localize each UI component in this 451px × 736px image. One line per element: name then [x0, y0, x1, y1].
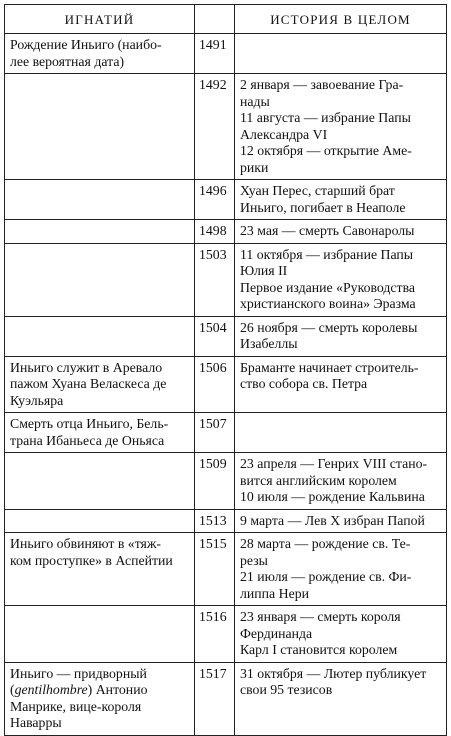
history-line: христианского воина» Эразма: [240, 296, 416, 311]
history-line: Иньиго, погибает в Неаполе: [240, 199, 406, 215]
history-line: 26 ноября — смерть королевы: [240, 319, 418, 335]
history-cell: [235, 34, 447, 74]
ignatius-cell: [5, 533, 195, 606]
table-row: [5, 356, 447, 413]
year-cell: 1507: [195, 413, 235, 453]
gentilhombre-term: gentilhombre: [14, 682, 88, 697]
history-line: 31 октября — Лютер публикует: [240, 665, 427, 681]
history-line: Александра VI: [240, 126, 328, 142]
header-row: [5, 5, 447, 34]
history-line: 11 августа — избрание Папы: [240, 110, 411, 125]
ignatius-line: Рождение Иньиго (наибо-: [10, 37, 162, 52]
ignatius-line: Куэльяра: [10, 392, 64, 408]
header-history: ИСТОРИЯ В ЦЕЛОМ: [235, 5, 447, 34]
history-cell: [235, 509, 447, 533]
ignatius-cell: [5, 243, 195, 316]
table-row: [5, 453, 447, 510]
ignatius-cell: [5, 74, 195, 180]
ignatius-cell: [5, 316, 195, 356]
history-line: 11 октября — избрание Папы: [240, 246, 414, 262]
history-cell: [235, 453, 447, 510]
year-cell: 1516: [195, 606, 235, 663]
history-line: резы: [240, 552, 268, 568]
table-row: [5, 662, 447, 735]
history-cell: [235, 316, 447, 356]
history-line: Первое издание «Руководства: [240, 279, 416, 295]
ignatius-cell: [5, 413, 195, 453]
ignatius-cell: [5, 453, 195, 510]
table-body: [5, 34, 447, 736]
table-row: [5, 606, 447, 663]
history-line: Фердинанда: [240, 625, 313, 641]
history-line: липпа Нери: [240, 585, 309, 601]
history-line: 12 октября — открытие Аме-: [240, 143, 412, 158]
ignatius-cell: [5, 662, 195, 735]
year-cell: 1509: [195, 453, 235, 510]
table-row: [5, 34, 447, 74]
year-cell: 1491: [195, 34, 235, 74]
ignatius-cell: [5, 356, 195, 413]
ignatius-line: ком проступке» в Аспейтии: [10, 552, 173, 568]
history-line: ство собора св. Петра: [240, 376, 368, 391]
history-cell: [235, 356, 447, 413]
history-cell: [235, 413, 447, 453]
table-row: [5, 316, 447, 356]
ignatius-cell: [5, 34, 195, 74]
history-cell: [235, 606, 447, 663]
table-row: [5, 413, 447, 453]
table-row: [5, 509, 447, 533]
history-cell: [235, 74, 447, 180]
history-cell: [235, 220, 447, 244]
history-line: 28 марта — рождение св. Те-: [240, 536, 411, 551]
history-cell: [235, 180, 447, 220]
ignatius-line: Иньиго обвиняют в «тяж-: [10, 536, 162, 551]
table-row: [5, 243, 447, 316]
ignatius-cell: [5, 509, 195, 533]
history-line: Хуан Перес, старший брат: [240, 183, 395, 198]
table-row: [5, 74, 447, 180]
table-row: [5, 533, 447, 606]
ignatius-cell: [5, 180, 195, 220]
ignatius-line: трана Ибаньеса де Оньяса: [10, 432, 165, 448]
year-cell: 1517: [195, 662, 235, 735]
ignatius-line: Наварры: [10, 715, 62, 730]
history-line: свои 95 тезисов: [240, 682, 333, 697]
ignatius-line: пажом Хуана Веласкеса де: [10, 376, 167, 391]
table-row: [5, 180, 447, 220]
year-cell: 1492: [195, 74, 235, 180]
ignatius-cell: [5, 606, 195, 663]
year-cell: 1498: [195, 220, 235, 244]
ignatius-line: Смерть отца Иньиго, Бель-: [10, 416, 169, 431]
year-cell: 1513: [195, 509, 235, 533]
year-cell: 1506: [195, 356, 235, 413]
year-cell: 1515: [195, 533, 235, 606]
history-line: 23 января — смерть короля: [240, 609, 401, 624]
year-cell: 1503: [195, 243, 235, 316]
history-line: Юлия II: [240, 263, 288, 278]
history-line: 23 мая — смерть Савонаролы: [240, 223, 415, 238]
history-cell: [235, 533, 447, 606]
ignatius-line: (gentilhombre) Антонио: [10, 682, 148, 697]
history-line: 2 января — завоевание Гра-: [240, 77, 404, 92]
ignatius-cell: [5, 220, 195, 244]
history-cell: [235, 243, 447, 316]
history-line: 10 июля — рождение Кальвина: [240, 489, 425, 504]
header-ignatius: ИГНАТИЙ: [5, 5, 195, 34]
chronology-table: [4, 4, 447, 736]
history-line: нады: [240, 93, 270, 109]
ignatius-line: Иньиго служит в Аревало: [10, 359, 163, 375]
history-line: 9 марта — Лев Х избран Папой: [240, 512, 425, 528]
history-cell: [235, 662, 447, 735]
year-cell: 1504: [195, 316, 235, 356]
history-line: 23 апреля — Генрих VIII стано-: [240, 456, 428, 471]
ignatius-line: Манрике, вице-короля: [10, 698, 142, 714]
year-cell: 1496: [195, 180, 235, 220]
ignatius-line: лее вероятная дата): [10, 53, 125, 69]
history-line: рики: [240, 159, 269, 175]
header-year: [195, 5, 235, 34]
history-line: 21 июля — рождение св. Фи-: [240, 569, 412, 584]
table-row: [5, 220, 447, 244]
history-line: вится английским королем: [240, 472, 397, 488]
ignatius-line: Иньиго — придворный: [10, 665, 147, 681]
history-line: Карл I становится королем: [240, 642, 398, 657]
history-line: Браманте начинает строитель-: [240, 359, 419, 375]
history-line: Изабеллы: [240, 336, 298, 351]
